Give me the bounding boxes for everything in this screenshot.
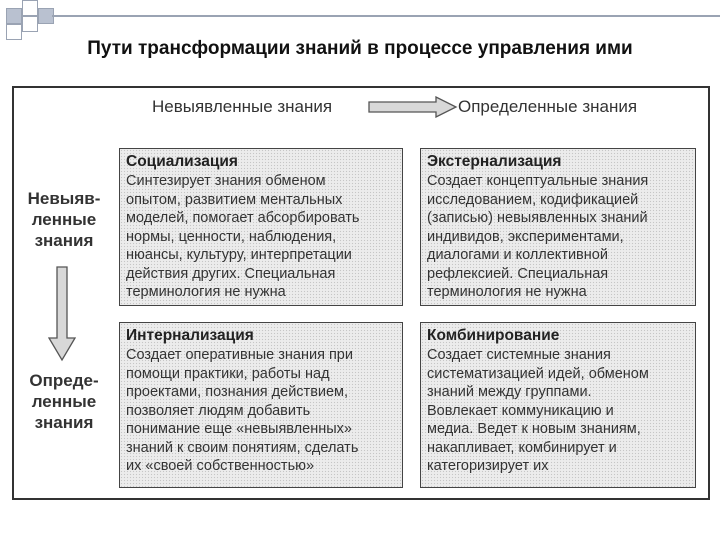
text-line: опытом, развитием ментальных bbox=[126, 191, 343, 208]
decor-square bbox=[22, 0, 38, 16]
header-tacit-knowledge: Невыявленные знания bbox=[152, 97, 333, 116]
quadrant-text bbox=[427, 346, 689, 476]
text-line: терминология не нужна bbox=[126, 284, 286, 300]
side-label-line: ленные bbox=[31, 210, 97, 229]
text-line: (записью) невыявленных знаний bbox=[427, 210, 648, 226]
text-line: их «своей собственностью» bbox=[126, 458, 315, 474]
quadrant-title: Социализация bbox=[126, 153, 238, 170]
quadrant-title: Комбинирование bbox=[427, 327, 560, 344]
text-line: систематизацией идей, обменом bbox=[427, 365, 649, 382]
side-label-line: Опреде- bbox=[29, 371, 99, 390]
text-line: Создает системные знания bbox=[427, 347, 611, 363]
text-line: нюансы, культуру, интерпретации bbox=[126, 247, 352, 263]
text-line: действия других. Специальная bbox=[126, 265, 336, 282]
down-arrow-icon bbox=[48, 266, 76, 362]
text-line: накапливает, комбинирует и bbox=[427, 439, 617, 456]
side-label-line: ленные bbox=[31, 392, 97, 411]
quadrant-title: Интернализация bbox=[126, 327, 254, 344]
text-line: диалогами и коллективной bbox=[427, 247, 608, 263]
text-line: проектами, познания действием, bbox=[126, 384, 349, 400]
text-line: нормы, ценности, наблюдения, bbox=[126, 228, 337, 245]
text-line: Вовлекает коммуникацию и bbox=[427, 402, 614, 419]
quadrant-text bbox=[126, 172, 396, 302]
text-line: моделей, помогает абсорбировать bbox=[126, 210, 360, 226]
quadrant-externalization bbox=[420, 148, 696, 306]
side-label-line: знания bbox=[34, 231, 94, 250]
side-label-explicit bbox=[22, 370, 106, 433]
text-line: категоризирует их bbox=[427, 458, 549, 474]
text-line: позволяет людям добавить bbox=[126, 402, 311, 419]
quadrant-socialization bbox=[119, 148, 403, 306]
text-line: рефлексией. Специальная bbox=[427, 265, 609, 282]
quadrant-text bbox=[427, 172, 689, 302]
side-label-line: знания bbox=[34, 413, 94, 432]
text-line: терминология не нужна bbox=[427, 284, 587, 300]
slide-title: Пути трансформации знаний в процессе управления ими bbox=[87, 38, 633, 59]
quadrant-combination bbox=[420, 322, 696, 488]
quadrant-title: Экстернализация bbox=[427, 153, 562, 170]
decor-square bbox=[22, 16, 38, 32]
text-line: знаний к своим понятиям, сделать bbox=[126, 439, 359, 456]
text-line: понимание еще «невыявленных» bbox=[126, 421, 352, 437]
side-label-line: Невыяв- bbox=[27, 189, 101, 208]
right-arrow-icon bbox=[368, 96, 458, 118]
text-line: Создает концептуальные знания bbox=[427, 173, 649, 189]
decor-square bbox=[6, 8, 22, 24]
text-line: помощи практики, работы над bbox=[126, 365, 330, 382]
quadrant-text bbox=[126, 346, 396, 476]
text-line: индивидов, экспериментами, bbox=[427, 228, 624, 245]
quadrant-internalization bbox=[119, 322, 403, 488]
text-line: знаний между группами. bbox=[427, 384, 592, 400]
header-explicit-knowledge: Определенные знания bbox=[458, 97, 638, 116]
side-label-tacit bbox=[22, 188, 106, 251]
text-line: Создает оперативные знания при bbox=[126, 347, 353, 363]
text-line: медиа. Ведет к новым знаниям, bbox=[427, 421, 641, 437]
decor-line bbox=[52, 15, 720, 17]
text-line: Синтезирует знания обменом bbox=[126, 173, 326, 189]
text-line: исследованием, кодификацией bbox=[427, 191, 639, 208]
